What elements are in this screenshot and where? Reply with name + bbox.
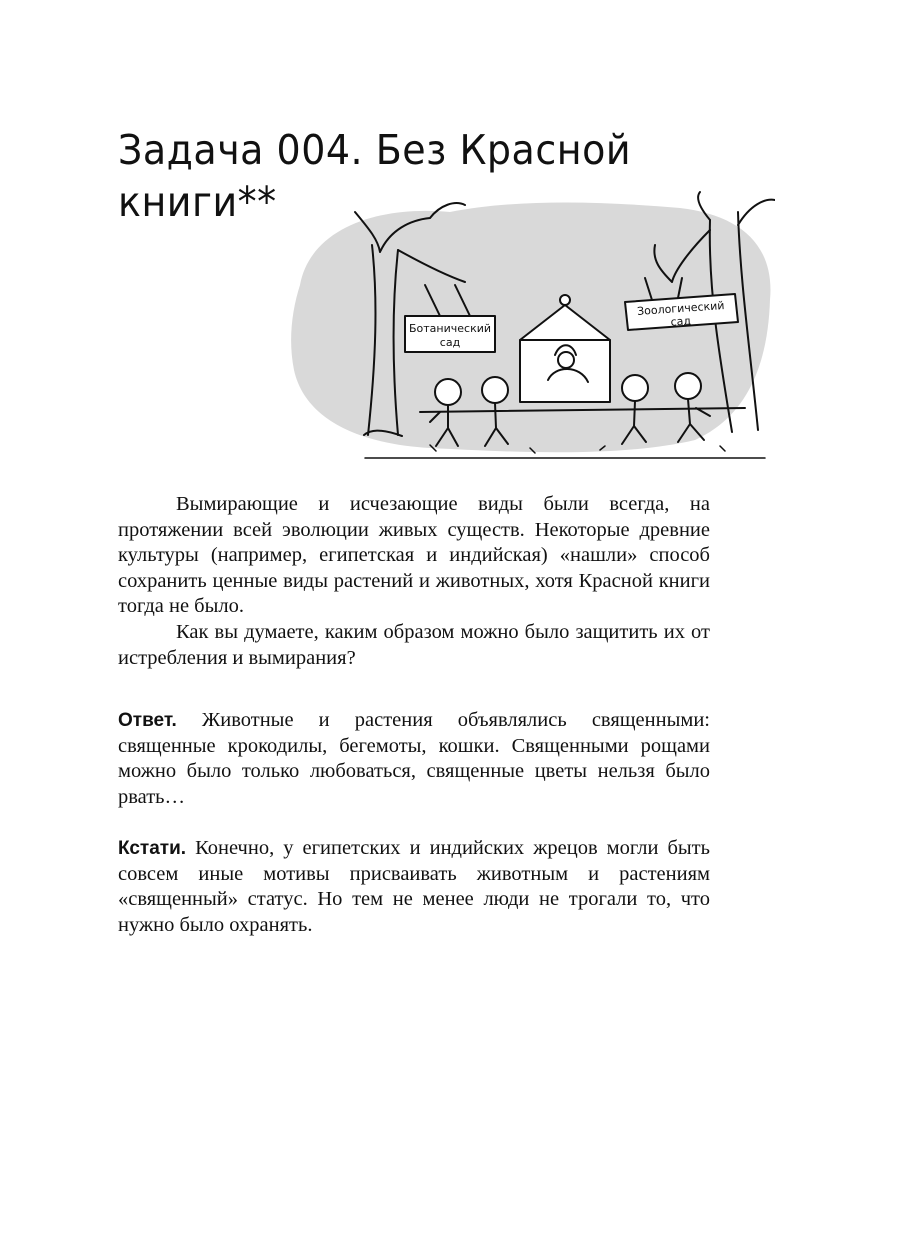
note-label: Кстати. <box>118 838 187 859</box>
booth-window <box>520 340 610 402</box>
background-blob <box>291 203 770 453</box>
page-title: Задача 004. Без Красной книги** <box>118 126 632 226</box>
answer-section <box>118 708 710 810</box>
right-sign-line-2: сад <box>670 314 692 329</box>
answer-label: Ответ. <box>118 710 177 731</box>
right-sign-line-1: Зоологический <box>636 298 725 319</box>
note-text: Конечно, у египетских и индийских жрецов могли быть совсем иные мотивы присваивать животным и растениям «священный» статус. Но тем не менее люди не трогали то, что нужно было охранять. <box>118 837 710 936</box>
answer-text: Животные и растения объявлялись священными: священные крокодилы, бегемоты, кошки. Священными рощами можно было только любоваться, священные цветы нельзя было рвать… <box>118 709 711 808</box>
note-section <box>118 836 710 938</box>
intro-paragraph-1: Вымирающие и исчезающие виды были всегда, на протяжении всей эволюции живых существ. Некоторые древние культуры (например, египетская и индийская) «нашли» способ сохранить ценные виды растений и животных, хотя Красной книги тогда не было. <box>118 493 710 618</box>
zoo-garden-illustration <box>280 190 775 465</box>
left-sign-line-2: сад <box>439 336 461 349</box>
intro-text <box>118 492 710 671</box>
intro-paragraph-2: Как вы думаете, каким образом можно было защитить их от истребления и вымирания? <box>118 620 710 669</box>
left-sign-line-1: Ботанический <box>408 322 492 335</box>
